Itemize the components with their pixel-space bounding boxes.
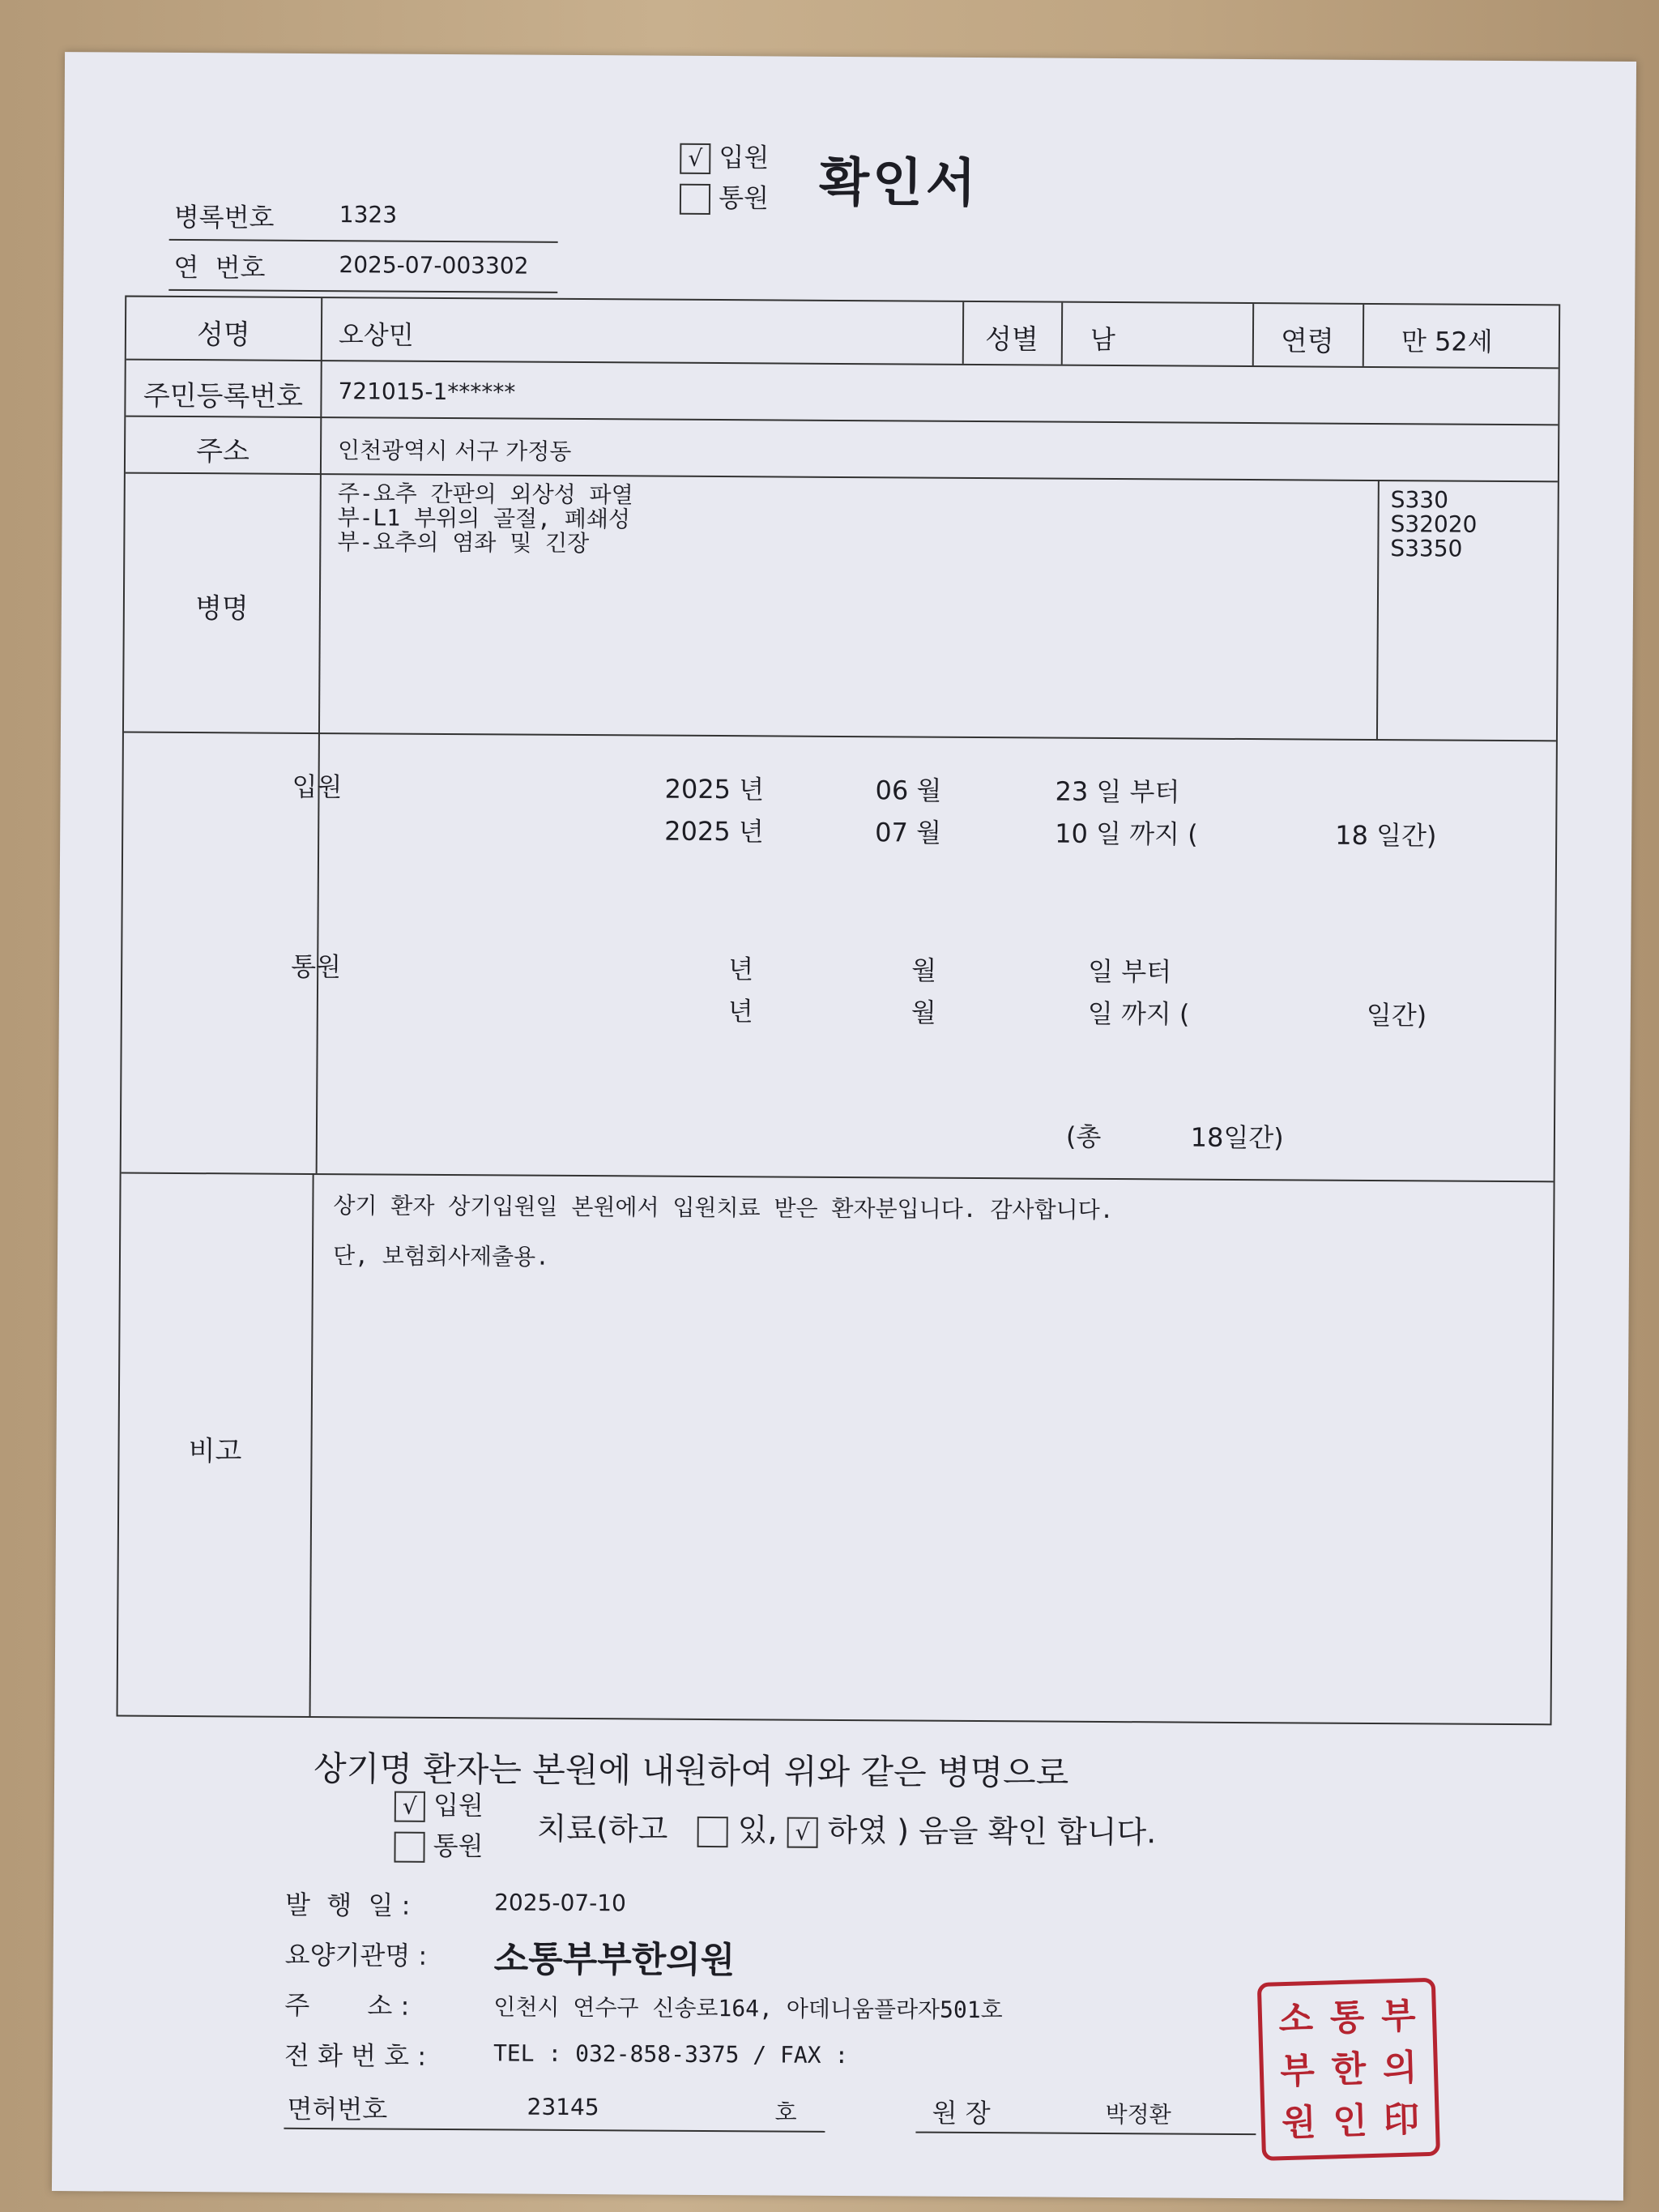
- page-title: 확인서: [818, 152, 979, 214]
- remarks-line-2: 단, 보험회사제출용.: [332, 1242, 550, 1270]
- diagnosis-label: 병명: [194, 592, 249, 626]
- confirm-inpatient-option: √ 입원: [394, 1785, 484, 1823]
- seal-char: 부: [1279, 2050, 1316, 2093]
- diagnosis-code: S32020: [1390, 510, 1478, 538]
- sex-value: 남: [1090, 323, 1115, 356]
- diagnosis-item: 부-요추의 염좌 및 긴장: [337, 528, 590, 557]
- outpatient-type-label: 통원: [719, 182, 770, 214]
- name-label: 성명: [196, 318, 250, 352]
- diagnosis-item: 주-요추 간판의 외상성 파열: [337, 480, 633, 509]
- rrn-label: 주민등록번호: [143, 379, 304, 413]
- institution-label: 요양기관명 :: [284, 1939, 428, 1971]
- record-no-label: 병록번호: [173, 201, 275, 233]
- outpatient-type-option: [680, 177, 769, 216]
- age-value: 만 52세: [1401, 326, 1493, 357]
- license-label: 면허번호: [287, 2093, 388, 2125]
- info-table: 성명 오상민 성별 남 연령 만 52세 주민등록번호 721015-1****** 주소 인천광역시 서구 가정동 병명 주-요추 간판의 외상성 파열 부-L1 부위의 골절, 폐쇄성 부-요추의 염좌 및 긴장 S330 S32020 S3350 입원 2025 년 06 월 23 일 부터 2025 년 07 월 10 일 까지 ( 18 일간) 통원 년 월 일 부터 년 월 일 까지 ( 일간) (총 18일간) 비고 상기 환자 상기입원일 본원에서 입원치료 받은 환자분입니다. 감사합니다. 단, 보험회사제출용.: [117, 296, 1561, 1726]
- sex-label: 성별: [984, 323, 1038, 357]
- remarks-label: 비고: [188, 1435, 242, 1468]
- diagnosis-codes: [1390, 488, 1477, 562]
- confirm-inpatient-checkbox: √: [394, 1791, 425, 1822]
- inpatient-period-label: 입원: [292, 771, 343, 803]
- remarks-line-1: 상기 환자 상기입원일 본원에서 입원치료 받은 환자분입니다. 감사합니다.: [333, 1192, 1114, 1224]
- director-underline: [915, 2132, 1256, 2136]
- confirmation-line-2: 치료(하고 있, √ 하였 ) 음을 확인 합니다.: [536, 1810, 1157, 1851]
- age-label: 연령: [1280, 325, 1334, 358]
- record-no-underline: [169, 239, 558, 243]
- outpatient-period-label: 통원: [291, 950, 342, 983]
- inpatient-checkbox: √: [680, 143, 710, 174]
- total-days: (총 18일간): [1065, 1121, 1284, 1154]
- issue-date-label: 발 행 일 :: [285, 1889, 411, 1921]
- license-underline: [284, 2128, 825, 2133]
- phone-value: TEL : 032-858-3375 / FAX :: [493, 2039, 849, 2069]
- issue-date-value: 2025-07-10: [494, 1889, 626, 1917]
- inpatient-type-label: 입원: [719, 142, 770, 173]
- seal-char: 원: [1281, 2102, 1317, 2145]
- institution-name: 소통부부한의원: [493, 1938, 736, 1982]
- seal-char: 인: [1332, 2100, 1368, 2143]
- director-name: 박정환: [1105, 2100, 1171, 2129]
- record-no-value: 1323: [339, 201, 398, 228]
- issuer-address-value: 인천시 연수구 신송로164, 아데니움플라자501호: [493, 1993, 1003, 2024]
- diagnosis-code: S3350: [1390, 535, 1463, 562]
- seal-char: 부: [1380, 1995, 1417, 2038]
- name-value: 오상민: [338, 319, 414, 351]
- official-seal: [1257, 1978, 1440, 2161]
- inpatient-days: 18 일간): [1335, 819, 1437, 852]
- outpatient-checkbox: [680, 184, 710, 215]
- serial-no-label: 연 번호: [173, 251, 266, 284]
- rrn-value: 721015-1******: [338, 378, 516, 406]
- seal-char: 印: [1383, 2099, 1420, 2142]
- address-value: 인천광역시 서구 가정동: [337, 437, 572, 465]
- seal-char: 한: [1330, 2048, 1367, 2091]
- document-paper: [52, 52, 1636, 2201]
- diagnosis-list: [337, 481, 633, 556]
- seal-char: 소: [1277, 1998, 1314, 2041]
- inpatient-type-option: [680, 137, 769, 175]
- serial-no-value: 2025-07-003302: [339, 251, 529, 280]
- inpatient-to-date: 2025 년: [664, 815, 764, 848]
- issuer-address-label: 주 소 :: [284, 1989, 410, 2022]
- completed-checkbox: √: [787, 1817, 817, 1847]
- diagnosis-item: 부-L1 부위의 골절, 폐쇄성: [337, 504, 631, 533]
- serial-no-underline: [168, 289, 557, 293]
- license-no: 23145: [527, 2093, 599, 2121]
- confirmation-line-1: 상기명 환자는 본원에 내원하여 위와 같은 병명으로: [313, 1749, 1069, 1793]
- director-label: 원 장: [932, 2097, 991, 2129]
- confirm-outpatient-checkbox: [394, 1832, 424, 1863]
- license-suffix: 호: [774, 2099, 797, 2126]
- ongoing-checkbox: [697, 1816, 727, 1847]
- seal-char: 의: [1382, 2047, 1418, 2090]
- confirm-outpatient-option: 통원: [394, 1826, 483, 1864]
- diagnosis-code-divider: [1376, 480, 1380, 739]
- seal-char: 통: [1329, 1996, 1366, 2039]
- address-label: 주소: [196, 435, 250, 468]
- diagnosis-code: S330: [1390, 486, 1449, 514]
- phone-label: 전 화 번 호 :: [284, 2039, 427, 2072]
- inpatient-from-date: 2025 년: [664, 773, 765, 805]
